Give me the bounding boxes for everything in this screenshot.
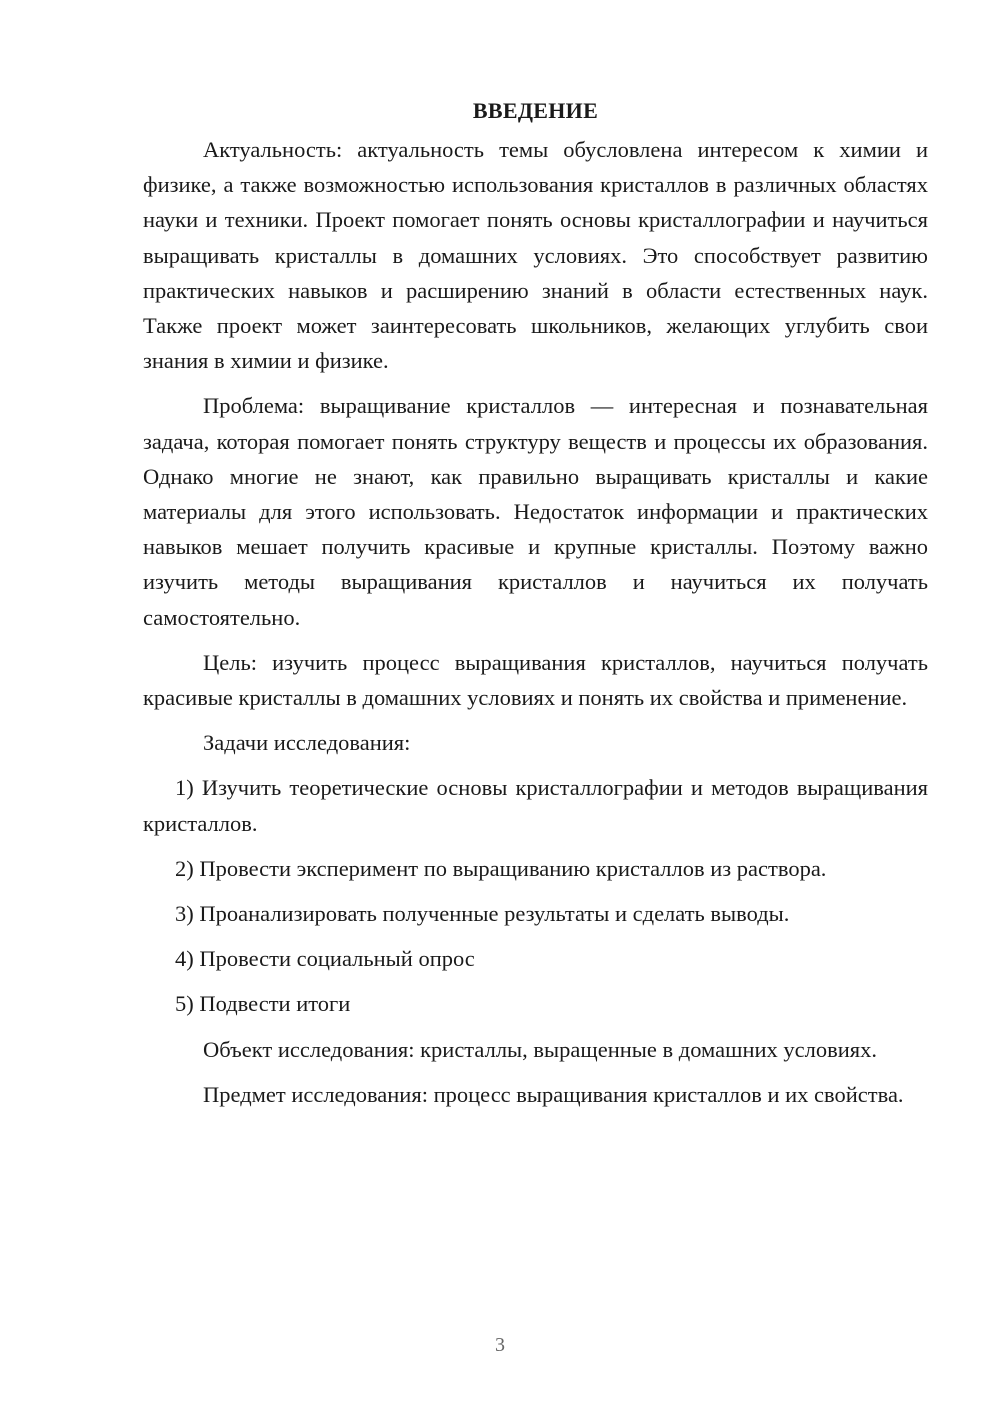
- page-number: 3: [495, 1334, 505, 1356]
- tasks-list: [143, 770, 928, 1021]
- object-paragraph: Объект исследования: кристаллы, выращенные в домашних условиях.: [203, 1036, 878, 1062]
- task-item: 4) Провести социальный опрос: [175, 946, 475, 972]
- relevance-paragraph: Актуальность: актуальность темы обусловлена интересом к химии и физике, а также возможностью использования кристаллов в различных областях науки и техники. Проект помогает понять основы кристаллографии и научиться выращивать кристаллы в домашних условиях. Это способствует развитию практических навыков и расширению знаний в области естественных наук. Также проект может заинтересовать школьников, желающих углубить свои знания в химии и физике.: [143, 137, 928, 374]
- problem-paragraph: Проблема: выращивание кристаллов — интересная и познавательная задача, которая помогает понять структуру веществ и процессы их образования. Однако многие не знают, как правильно выращивать кристаллы и какие материалы для этого использовать. Недостаток информации и практических навыков мешает получить красивые и крупные кристаллы. Поэтому важно изучить методы выращивания кристаллов и научиться их получать самостоятельно.: [143, 393, 928, 630]
- task-item: 1) Изучить теоретические основы кристаллографии и методов выращивания кристаллов.: [143, 775, 928, 836]
- goal-paragraph: Цель: изучить процесс выращивания кристаллов, научиться получать красивые кристаллы в домашних условиях и понять их свойства и применение.: [143, 649, 928, 711]
- task-item: 5) Подвести итоги: [175, 991, 351, 1017]
- subject-paragraph: Предмет исследования: процесс выращивания кристаллов и их свойства.: [203, 1081, 904, 1107]
- task-item: 3) Проанализировать полученные результаты и сделать выводы.: [175, 901, 790, 927]
- section-title: ВВЕДЕНИЕ: [472, 98, 599, 123]
- document-page: [143, 96, 928, 1112]
- tasks-heading: Задачи исследования:: [203, 730, 411, 756]
- task-item: 2) Провести эксперимент по выращиванию кристаллов из раствора.: [175, 855, 827, 881]
